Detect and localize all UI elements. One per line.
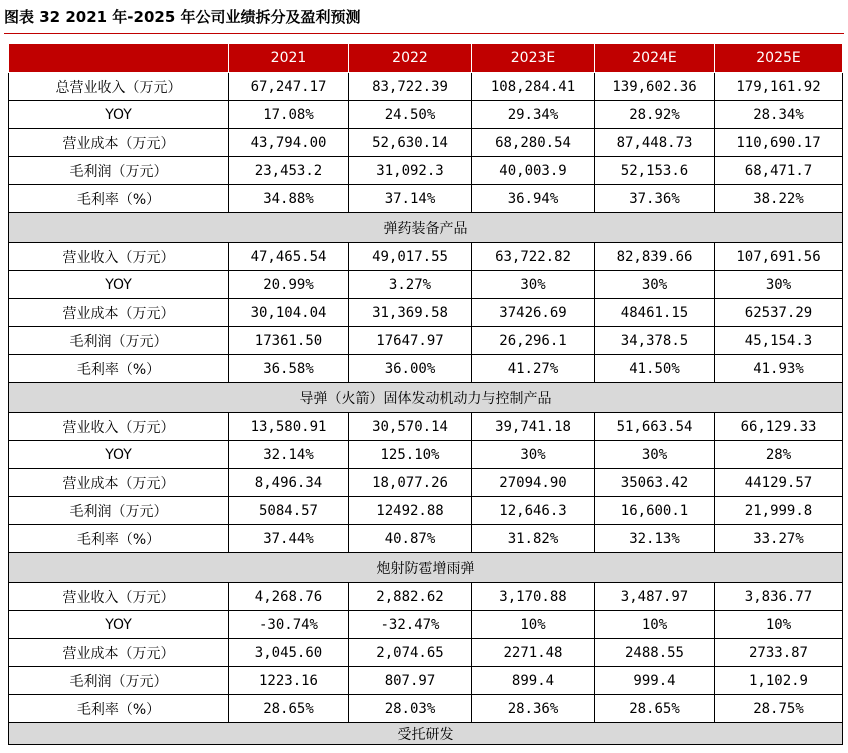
value-cell: 30% [595,441,715,469]
value-cell: 12492.88 [349,497,472,525]
value-cell: 28.92% [595,101,715,129]
value-cell: 23,453.2 [229,157,349,185]
value-cell: 41.93% [715,355,843,383]
value-cell: 3,045.60 [229,639,349,667]
table-row [9,667,843,695]
value-cell: 4,268.76 [229,583,349,611]
value-cell: 67,247.17 [229,73,349,101]
value-cell: 3,836.77 [715,583,843,611]
value-cell: -30.74% [229,611,349,639]
value-cell: 41.50% [595,355,715,383]
value-cell: 3.27% [349,271,472,299]
value-cell: 35063.42 [595,469,715,497]
value-cell: 17647.97 [349,327,472,355]
value-cell: 34.88% [229,185,349,213]
row-label: YOY [9,101,229,129]
value-cell: 37.14% [349,185,472,213]
value-cell: 51,663.54 [595,413,715,441]
value-cell: 28.75% [715,695,843,723]
value-cell: 33.27% [715,525,843,553]
table-row [9,157,843,185]
table-row [9,355,843,383]
value-cell: 12,646.3 [472,497,595,525]
value-cell: 139,602.36 [595,73,715,101]
header-cell-2021: 2021 [229,44,349,73]
table-row [9,469,843,497]
value-cell: 107,691.56 [715,243,843,271]
value-cell: 43,794.00 [229,129,349,157]
value-cell: 66,129.33 [715,413,843,441]
value-cell: 2488.55 [595,639,715,667]
value-cell: 29.34% [472,101,595,129]
value-cell: 83,722.39 [349,73,472,101]
row-label: 毛利率（%） [9,355,229,383]
value-cell: 2733.87 [715,639,843,667]
section-title: 弹药装备产品 [9,213,843,243]
table-row [9,413,843,441]
value-cell: 2,882.62 [349,583,472,611]
row-label: YOY [9,271,229,299]
row-label: 毛利率（%） [9,695,229,723]
section-title: 导弹（火箭）固体发动机动力与控制产品 [9,383,843,413]
section-row [9,383,843,413]
value-cell: 17.08% [229,101,349,129]
row-label: 营业成本（万元） [9,469,229,497]
value-cell: 2,074.65 [349,639,472,667]
value-cell: 899.4 [472,667,595,695]
value-cell: 52,630.14 [349,129,472,157]
value-cell: 28.65% [229,695,349,723]
table-row [9,327,843,355]
table-row [9,583,843,611]
value-cell: 49,017.55 [349,243,472,271]
value-cell: 30% [715,271,843,299]
value-cell: 1223.16 [229,667,349,695]
section-title: 炮射防雹增雨弹 [9,553,843,583]
value-cell: 45,154.3 [715,327,843,355]
value-cell: 34,378.5 [595,327,715,355]
value-cell: 2271.48 [472,639,595,667]
header-cell-2024e: 2024E [595,44,715,73]
value-cell: 30% [472,441,595,469]
row-label: YOY [9,611,229,639]
table-row [9,611,843,639]
value-cell: 39,741.18 [472,413,595,441]
value-cell: 40.87% [349,525,472,553]
value-cell: 26,296.1 [472,327,595,355]
value-cell: 28% [715,441,843,469]
value-cell: 68,471.7 [715,157,843,185]
value-cell: 36.58% [229,355,349,383]
value-cell: 110,690.17 [715,129,843,157]
row-label: YOY [9,441,229,469]
value-cell: 3,487.97 [595,583,715,611]
table-row [9,243,843,271]
value-cell: 20.99% [229,271,349,299]
table-row [9,271,843,299]
value-cell: 28.34% [715,101,843,129]
header-cell-2025e: 2025E [715,44,843,73]
table-row [9,497,843,525]
value-cell: 5084.57 [229,497,349,525]
value-cell: 31,369.58 [349,299,472,327]
value-cell: 17361.50 [229,327,349,355]
figure-title: 图表 32 2021 年-2025 年公司业绩拆分及盈利预测 [4,2,844,34]
header-cell-2022: 2022 [349,44,472,73]
row-label: 毛利润（万元） [9,327,229,355]
value-cell: 32.14% [229,441,349,469]
table-row [9,185,843,213]
value-cell: 32.13% [595,525,715,553]
value-cell: 37.36% [595,185,715,213]
row-label: 毛利润（万元） [9,667,229,695]
value-cell: 82,839.66 [595,243,715,271]
row-label: 营业成本（万元） [9,639,229,667]
table-row [9,129,843,157]
value-cell: 18,077.26 [349,469,472,497]
value-cell: 62537.29 [715,299,843,327]
value-cell: 28.36% [472,695,595,723]
row-label: 营业成本（万元） [9,129,229,157]
value-cell: 10% [595,611,715,639]
row-label: 营业收入（万元） [9,243,229,271]
value-cell: 47,465.54 [229,243,349,271]
value-cell: 68,280.54 [472,129,595,157]
value-cell: 31,092.3 [349,157,472,185]
value-cell: 1,102.9 [715,667,843,695]
value-cell: 13,580.91 [229,413,349,441]
table-row [9,441,843,469]
section-row [9,723,843,745]
value-cell: 27094.90 [472,469,595,497]
value-cell: 179,161.92 [715,73,843,101]
value-cell: 24.50% [349,101,472,129]
value-cell: 807.97 [349,667,472,695]
table-row [9,639,843,667]
value-cell: 3,170.88 [472,583,595,611]
row-label: 毛利润（万元） [9,497,229,525]
row-label: 营业成本（万元） [9,299,229,327]
value-cell: 28.03% [349,695,472,723]
section-row [9,553,843,583]
value-cell: 37426.69 [472,299,595,327]
row-label: 毛利率（%） [9,525,229,553]
value-cell: 41.27% [472,355,595,383]
value-cell: -32.47% [349,611,472,639]
row-label: 营业收入（万元） [9,413,229,441]
header-cell-2023e: 2023E [472,44,595,73]
header-row [9,44,843,73]
value-cell: 108,284.41 [472,73,595,101]
value-cell: 31.82% [472,525,595,553]
forecast-table [8,43,843,745]
value-cell: 44129.57 [715,469,843,497]
section-row [9,213,843,243]
value-cell: 16,600.1 [595,497,715,525]
row-label: 总营业收入（万元） [9,73,229,101]
table-body [9,73,843,745]
value-cell: 28.65% [595,695,715,723]
row-label: 毛利率（%） [9,185,229,213]
value-cell: 36.94% [472,185,595,213]
section-title: 受托研发 [9,723,843,745]
row-label: 营业收入（万元） [9,583,229,611]
value-cell: 63,722.82 [472,243,595,271]
value-cell: 30,104.04 [229,299,349,327]
table-row [9,101,843,129]
value-cell: 30,570.14 [349,413,472,441]
value-cell: 87,448.73 [595,129,715,157]
table-row [9,299,843,327]
table-row [9,525,843,553]
value-cell: 21,999.8 [715,497,843,525]
value-cell: 999.4 [595,667,715,695]
header-cell-label [9,44,229,73]
table-row [9,73,843,101]
row-label: 毛利润（万元） [9,157,229,185]
value-cell: 125.10% [349,441,472,469]
value-cell: 40,003.9 [472,157,595,185]
value-cell: 8,496.34 [229,469,349,497]
value-cell: 38.22% [715,185,843,213]
value-cell: 48461.15 [595,299,715,327]
value-cell: 52,153.6 [595,157,715,185]
value-cell: 10% [472,611,595,639]
value-cell: 36.00% [349,355,472,383]
value-cell: 30% [472,271,595,299]
value-cell: 37.44% [229,525,349,553]
table-row [9,695,843,723]
value-cell: 30% [595,271,715,299]
value-cell: 10% [715,611,843,639]
